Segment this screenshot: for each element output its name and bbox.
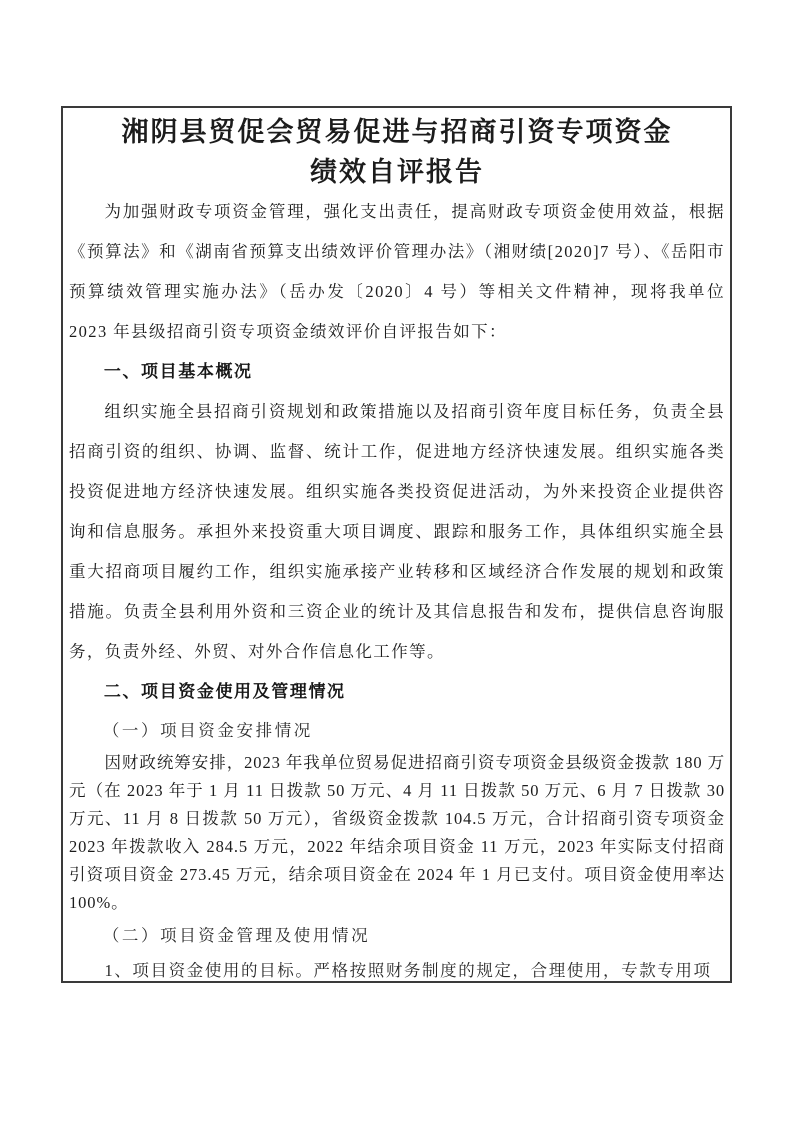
section-1-paragraph: 组织实施全县招商引资规划和政策措施以及招商引资年度目标任务，负责全县招商引资的组织、协调、监督、统计工作，促进地方经济快速发展。组织实施各类投资促进地方经济快速发展。组织实施各类投资促进活动，为外来投资企业提供咨询和信息服务。承担外来投资重大项目调度、跟踪和服务工作，具体组织实施全县重大招商项目履约工作，组织实施承接产业转移和区域经济合作发展的规划和政策措施。负责全县利用外资和三资企业的统计及其信息报告和发布，提供信息咨询服务，负责外经、外贸、对外合作信息化工作等。 xyxy=(69,402,725,661)
fund-usage-item-1: 1、项目资金使用的目标。严格按照财务制度的规定，合理使用，专款专用项 xyxy=(104,961,712,980)
section-1-heading: 一、项目基本概况 xyxy=(103,362,253,381)
intro-paragraph: 为加强财政专项资金管理，强化支出责任，提高财政专项资金使用效益，根据《预算法》和《湖南省预算支出绩效评价管理办法》（湘财绩[2020]7 号）、《岳阳市预算绩效管理实施办法》（岳办发〔2020〕4 号）等相关文件精神，现将我单位 2023 年县级招商引资专项资金绩效评价自评报告如下： xyxy=(69,202,725,341)
document-title-line-1: 湘阴县贸促会贸易促进与招商引资专项资金 xyxy=(121,117,673,147)
document-title-line-2: 绩效自评报告 xyxy=(310,157,484,187)
subsection-2-2-heading: （二）项目资金管理及使用情况 xyxy=(102,926,371,945)
fund-arrangement-paragraph: 因财政统筹安排，2023 年我单位贸易促进招商引资专项资金县级资金拨款 180 万元（在 2023 年于 1 月 11 日拨款 50 万元、4 月 11 日拨款 50 万元、6 月 7 日拨款 30 万元、11 月 8 日拨款 50 万元），省级资金拨款 104.5 万元，合计招商引资专项资金 2023 年拨款收入 284.5 万元，2022 年结余项目资金 11 万元，2023 年实际支付招商引资项目资金 273.45 万元，结余项目资金在 2024 年 1 月已支付。项目资金使用率达 100%。 xyxy=(69,753,725,912)
subsection-2-1-heading: （一）项目资金安排情况 xyxy=(102,721,313,740)
document-border-frame xyxy=(61,106,732,983)
document-title xyxy=(69,112,725,192)
section-2-heading: 二、项目资金使用及管理情况 xyxy=(103,682,346,701)
